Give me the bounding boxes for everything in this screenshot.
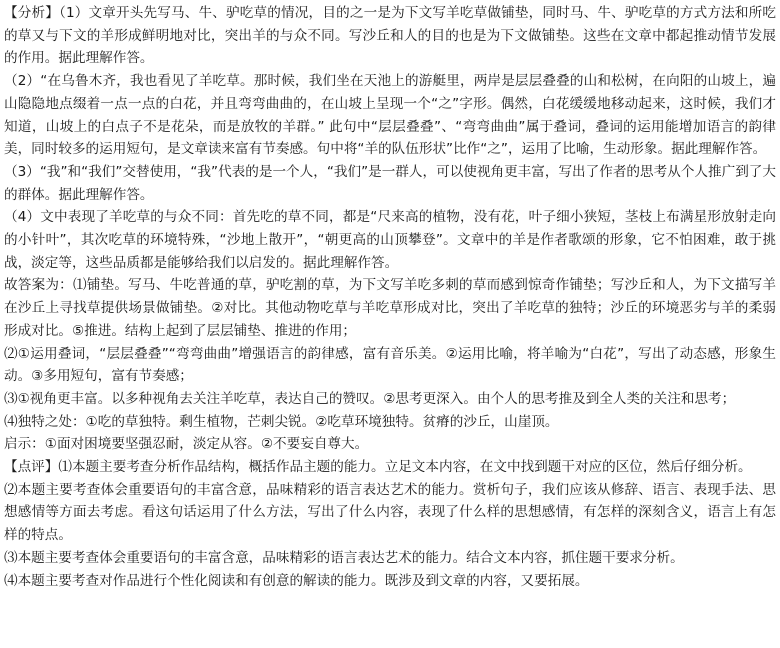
answer-inspiration: 启示：①面对困境要坚强忍耐，淡定从容。②不要妄自尊大。 (4, 436, 369, 453)
analysis-part-3: （3）“我”和“我们”交替使用，“我”代表的是一个人，“我们”是一群人，可以使视角更丰富，写出了作者的思考从个人推广到了大的群体。据此理解作答。 (4, 163, 776, 203)
comment-4: ⑷本题主要考查对作品进行个性化阅读和有创意的解读的能力。既涉及到文章的内容，又要拓展。 (4, 572, 589, 589)
answer-3: ⑶①视角更丰富。以多种视角去关注羊吃草，表达自己的赞叹。②思考更深入。由个人的思考推及到全人类的关注和思考； (4, 390, 736, 407)
analysis-part-4: （4）文中表现了羊吃草的与众不同：首先吃的草不同，都是“尺来高的植物，没有花，叶子细小狭短，茎枝上布满星形放射走向的小针叶”，其次吃草的环境特殊，“沙地上散开”，“朝更高的山顶攀登”。文章中的羊是作者歌颂的形象，它不怕困难，敢于挑战，淡定等，这些品质都是能够给我们以启发的。据此理解作答。 (4, 209, 776, 271)
analysis-part-1: 【分析】（1）文章开头先写马、牛、驴吃草的情况，目的之一是为下文写羊吃草做铺垫，同时马、牛、驴吃草的方式方法和所吃的草又与下文的羊形成鲜明地对比，突出羊的与众不同。写沙丘和人的目的也是为下文做铺垫。这些在文章中都起推动情节发展的作用。据此理解作答。 (4, 5, 776, 67)
comment-1: 【点评】⑴本题主要考查分析作品结构，概括作品主题的能力。立足文本内容，在文中找到题干对应的区位，然后仔细分析。 (4, 459, 752, 476)
answer-1: 故答案为：⑴铺垫。写马、牛吃普通的草，驴吃割的草，为下文写羊吃多刺的草而感到惊奇作铺垫；写沙丘和人，为下文描写羊在沙丘上寻找草提供场景做铺垫。②对比。其他动物吃草与羊吃草形成对比，突出了羊吃草的独特；沙丘的环境恶劣与羊的柔弱形成对比。⑤推进。结构上起到了层层铺垫、推进的作用； (4, 277, 776, 339)
answer-4: ⑷独特之处：①吃的草独特。剩生植物，芒刺尖锐。②吃草环境独特。贫瘠的沙丘，山崖顶。 (4, 413, 559, 430)
comment-2: ⑵本题主要考查体会重要语句的丰富含意，品味精彩的语言表达艺术的能力。赏析句子，我们应该从修辞、语言、表现手法、思想感情等方面去考虑。看这句话运用了什么方法，写出了什么内容，表现了什么样的思想感情，有怎样的深刻含义，语言上有怎样的特点。 (4, 481, 776, 544)
analysis-part-2: （2）“在乌鲁木齐，我也看见了羊吃草。那时候，我们坐在天池上的游艇里，两岸是层层叠叠的山和松树，在向阳的山坡上，遍山隐隐地点缀着一点一点的白花，并且弯弯曲曲的，在山坡上呈现一个“之”字形。偶然，白花缓缓地移动起来，这时候，我们才知道，山坡上的白点子不是花朵，而是放牧的羊群。” 此句中“层层叠叠”、“弯弯曲曲”属于叠词，叠词的运用能增加语言的韵律美，同时较多的运用短句，是文章读来富有节奏感。句中将“羊的队伍形状”比作“之”，运用了比喻，生动形象。据此理解作答。 (4, 73, 776, 158)
answer-2: ⑵①运用叠词，“层层叠叠”“弯弯曲曲”增强语言的韵律感，富有音乐美。②运用比喻，将羊喻为“白花”，写出了动态感，形象生动。③多用短句，富有节奏感； (4, 345, 776, 385)
comment-3: ⑶本题主要考查体会重要语句的丰富含意，品味精彩的语言表达艺术的能力。结合文本内容，抓住题干要求分析。 (4, 549, 684, 566)
